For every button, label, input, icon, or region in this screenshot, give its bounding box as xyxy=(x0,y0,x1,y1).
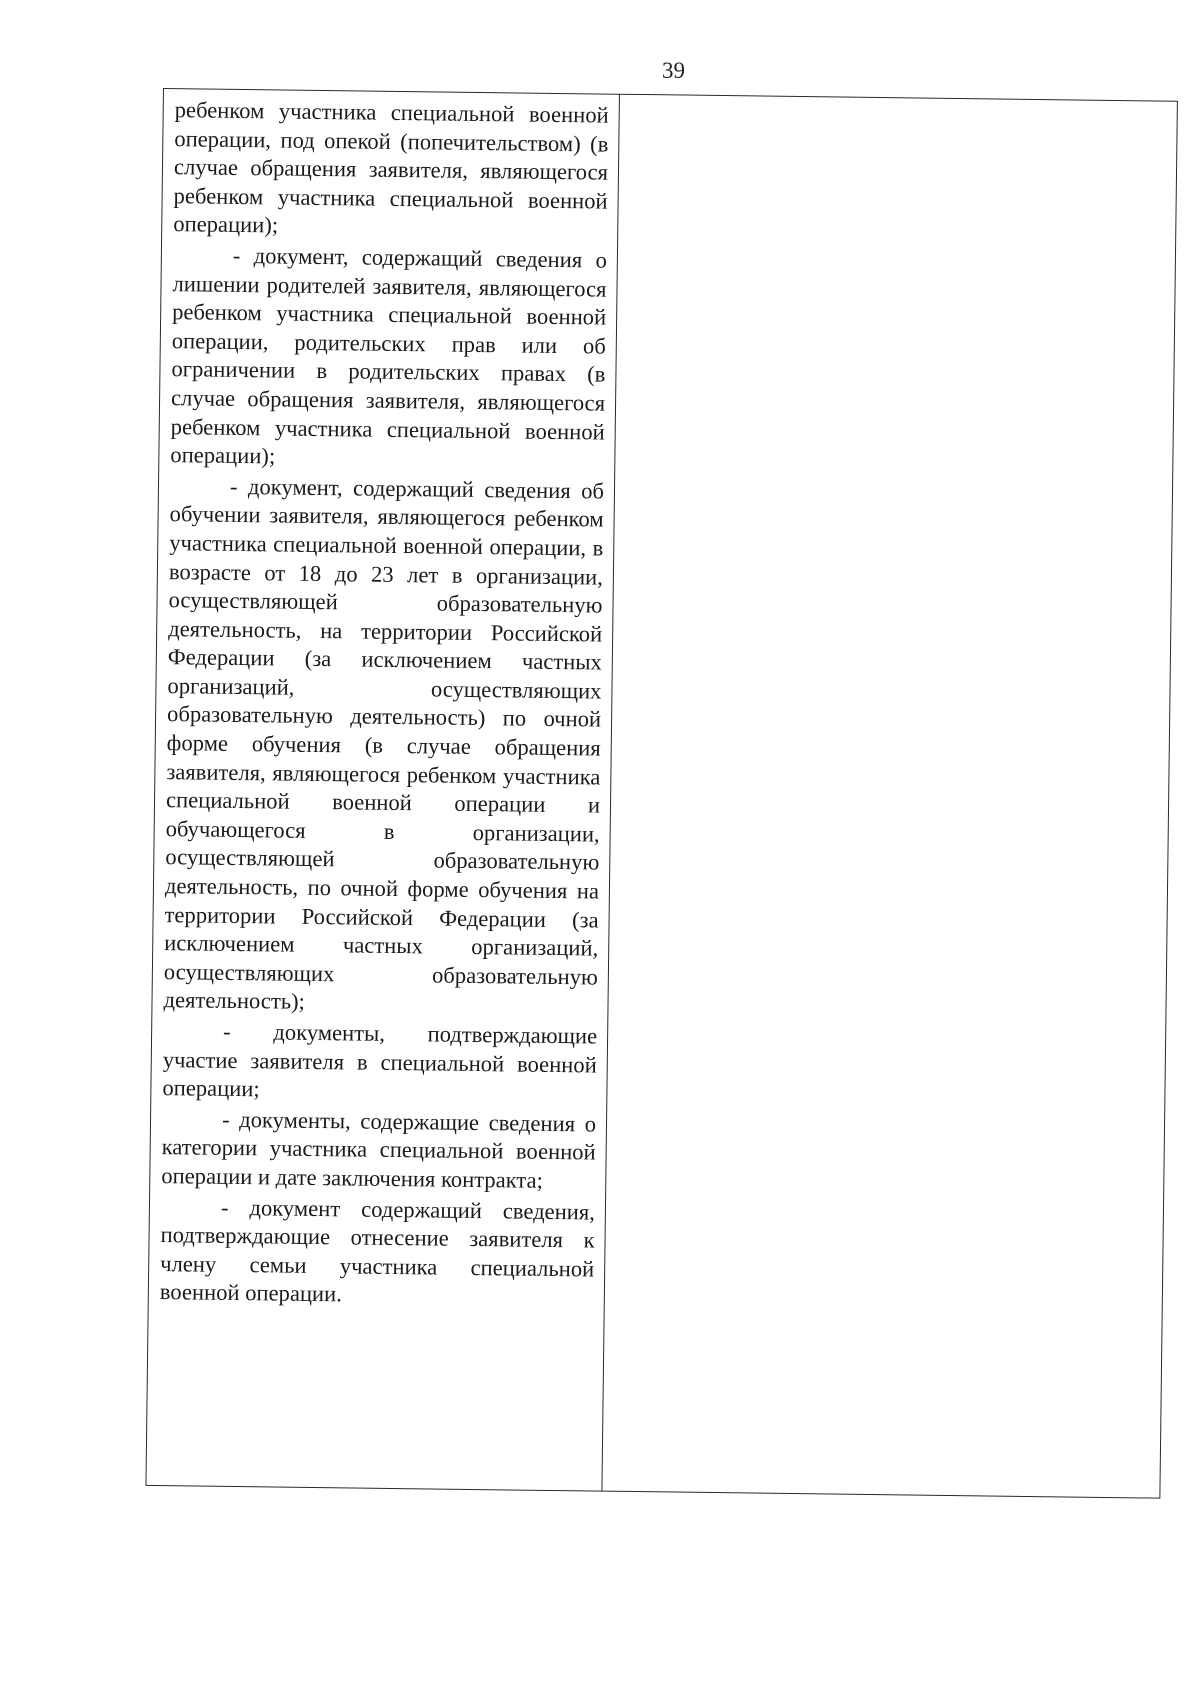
table-cell-right xyxy=(603,94,1178,1499)
table-cell-left xyxy=(160,96,609,1314)
paragraph-category: - документы, содержащие сведения о категории участника специальной военной операции и дате заключения контракта; xyxy=(161,1106,597,1193)
paragraph-parental-rights: - документ, содержащий сведения о лишении родителей заявителя, являющегося ребенком участника специальной военной операции, родительских прав или об ограничении в родительских правах (в случае обращения заявителя, являющегося ребенком участника специальной военной операции); xyxy=(170,242,608,469)
paragraph-family-member: - документ содержащий сведения, подтверждающие отнесение заявителя к члену семьи участника специальной военной операции. xyxy=(159,1194,596,1307)
paragraph-education: - документ, содержащий сведения об обучении заявителя, являющегося ребенком участника специальной военной операции, в возрасте от 18 до 23 лет в организации, осуществляющей образовательную деятельность, на территории Российской Федерации (за исключением частных организаций, осуществляющих образовательную деятельность) по очной форме обучения (в случае обращения заявителя, являющегося ребенком участника специальной военной операции и обучающегося в организации, осуществляющей образовательную деятельность, по очной форме обучения на территории Российской Федерации (за исключением частных организаций, осуществляющих образовательную деятельность); xyxy=(163,473,605,1015)
document-table xyxy=(145,88,1177,1499)
paragraph-continuation: ребенком участника специальной военной операции, под опекой (попечительством) (в случае обращения заявителя, являющегося ребенком участника специальной военной операции); xyxy=(173,97,609,238)
paragraph-participation: - документы, подтверждающие участие заявителя в специальной военной операции; xyxy=(162,1018,598,1102)
page-number: 39 xyxy=(662,58,685,83)
